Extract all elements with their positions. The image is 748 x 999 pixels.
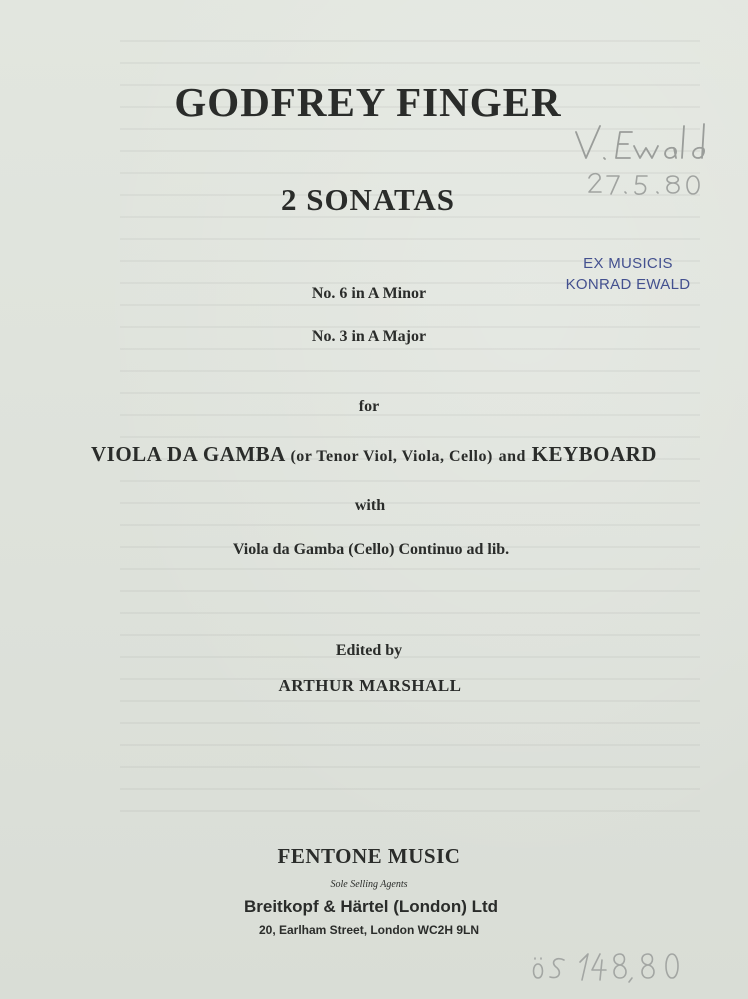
instrumentation (0, 442, 748, 467)
work-title: 2 SONATAS (280, 182, 456, 217)
instrument-alternatives: (or Tenor Viol, Viola, Cello) (290, 448, 493, 465)
instrument-keyboard: KEYBOARD (531, 442, 657, 466)
handwritten-signature (570, 118, 710, 168)
editor-name: ARTHUR MARSHALL (278, 676, 462, 695)
composer-name: GODFREY FINGER (174, 79, 562, 125)
stamp-line: KONRAD EWALD (565, 276, 691, 293)
edited-by-label: Edited by (335, 642, 403, 659)
for-label: for (358, 398, 380, 415)
instrument-conjunction: and (498, 448, 526, 465)
handwritten-price (530, 948, 690, 984)
ownership-stamp (548, 253, 708, 295)
work-item: No. 6 in A Minor (311, 285, 427, 302)
work-item: No. 3 in A Major (311, 328, 427, 345)
agents-label: Sole Selling Agents (330, 879, 408, 890)
handwritten-date (585, 168, 710, 204)
publisher-name: FENTONE MUSIC (277, 844, 461, 868)
distributor-name: Breitkopf & Härtel (London) Ltd (243, 897, 499, 916)
with-label: with (354, 497, 386, 514)
instrument-primary: VIOLA DA GAMBA (91, 442, 285, 466)
stamp-line: EX MUSICIS (583, 255, 673, 272)
distributor-address: 20, Earlham Street, London WC2H 9LN (258, 923, 480, 937)
continuo-line: Viola da Gamba (Cello) Continuo ad lib. (232, 541, 510, 558)
